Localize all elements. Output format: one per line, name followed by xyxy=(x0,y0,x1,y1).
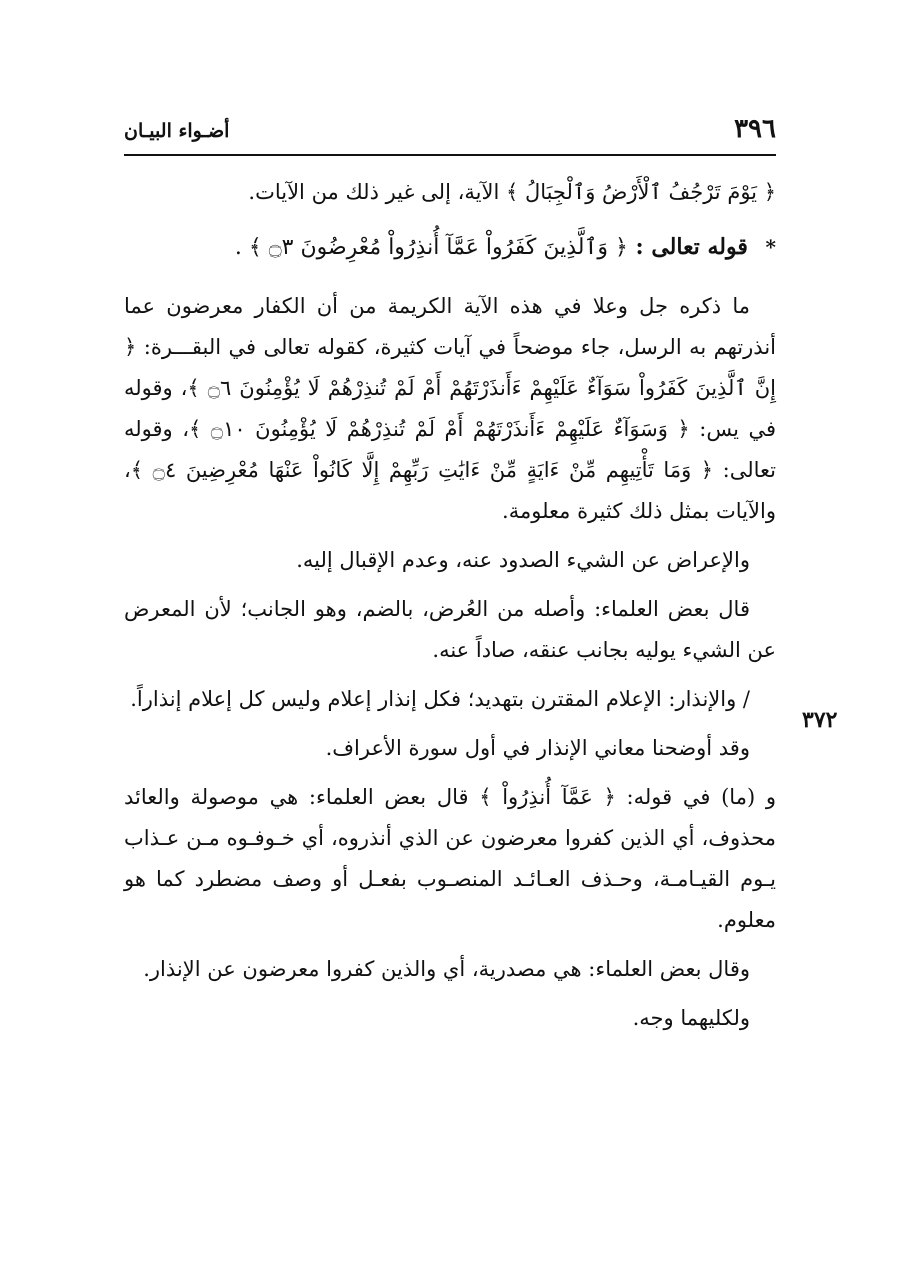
paragraph-2: والإعراض عن الشيء الصدود عنه، وعدم الإقبال إليه. xyxy=(296,548,750,572)
running-title: أضـواء البيـان xyxy=(124,120,230,142)
paragraph-7: وقال بعض العلماء: هي مصدرية، أي والذين كفروا معرضون عن الإنذار. xyxy=(143,957,750,981)
star-marker: * xyxy=(765,235,776,259)
paragraph-3: قال بعض العلماء: وأصله من العُرض، بالضم، وهو الجانب؛ لأن المعرض عن الشيء يوليه بجانب عنقه، صاداً عنه. xyxy=(124,597,776,662)
page-body xyxy=(124,172,776,1047)
paragraph-1: ما ذكره جل وعلا في هذه الآية الكريمة من أن الكفار معرضون عما أنذرتهم به الرسل، جاء موضحاً في آيات كثيرة، كقوله تعالى في البقـــرة: ﴿ إِنَّ ٱلَّذِينَ كَفَرُواْ سَوَآءٌ عَلَيْهِمْ ءَأَنذَرْتَهُمْ أَمْ لَمْ تُنذِرْهُمْ لَا يُؤْمِنُونَ ۝٦ ﴾، وقوله في يس: ﴿ وَسَوَآءٌ عَلَيْهِمْ ءَأَنذَرْتَهُمْ أَمْ لَمْ تُنذِرْهُمْ لَا يُؤْمِنُونَ ۝١٠ ﴾، وقوله تعالى: ﴿ وَمَا تَأْتِيهِم مِّنْ ءَايَةٍ مِّنْ ءَايَٰتِ رَبِّهِمْ إِلَّا كَانُواْ عَنْهَا مُعْرِضِينَ ۝٤ ﴾، والآيات بمثل ذلك كثيرة معلومة. xyxy=(124,294,777,523)
margin-reference-number: ٣٧٢ xyxy=(802,707,838,733)
page-header xyxy=(124,112,776,156)
paragraph-8: ولكليهما وجه. xyxy=(632,1006,750,1030)
verse-heading xyxy=(124,227,776,268)
heading-label: قوله تعالى : xyxy=(635,234,748,260)
heading-verse: ﴿ وَٱلَّذِينَ كَفَرُواْ عَمَّآ أُنذِرُواْ مُعْرِضُونَ ۝٣ ﴾ . xyxy=(234,235,628,260)
page-number: ٣٩٦ xyxy=(734,114,776,144)
paragraph-4: / والإنذار: الإعلام المقترن بتهديد؛ فكل إنذار إعلام وليس كل إعلام إنذاراً. xyxy=(130,687,750,711)
paragraph-6: و (ما) في قوله: ﴿ عَمَّآ أُنذِرُواْ ﴾ قال بعض العلماء: هي موصولة والعائد محذوف، أي الذين كفروا معرضون عن الذي أنذروه، أي خـوفـوه مـن عـذاب يـوم القيـامـة، وحـذف العـائـد المنصـوب بفعـل أو وصف مضطرد كما هو معلوم. xyxy=(124,785,776,932)
intro-line: ﴿ يَوْمَ تَرْجُفُ ٱلْأَرْضُ وَٱلْجِبَالُ ﴾ الآية، إلى غير ذلك من الآيات. xyxy=(248,180,776,204)
paragraph-5: وقد أوضحنا معاني الإنذار في أول سورة الأعراف. xyxy=(325,736,750,760)
